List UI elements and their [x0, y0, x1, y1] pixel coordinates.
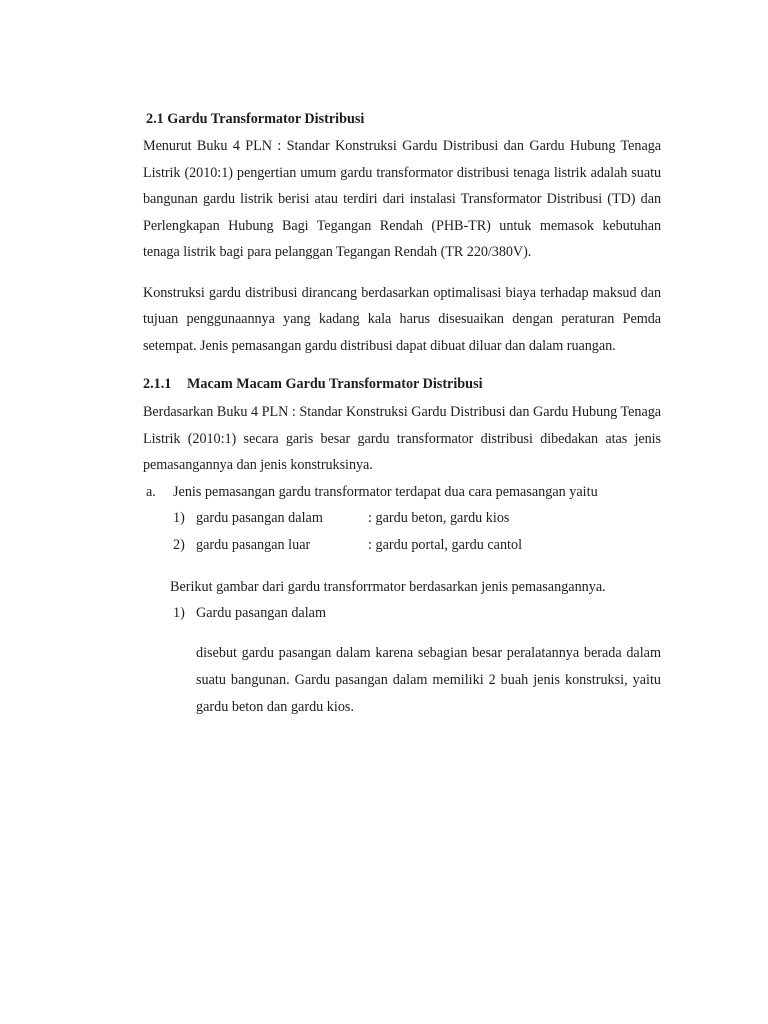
spacer: [143, 266, 661, 280]
subsection-number: 2.1.1: [143, 376, 172, 392]
section-heading: 2.1 Gardu Transformator Distribusi: [146, 111, 365, 127]
list-marker: 2): [173, 536, 185, 553]
list-marker: 1): [173, 604, 185, 621]
section-paragraph-1: Menurut Buku 4 PLN : Standar Konstruksi Gardu Distribusi dan Gardu Hubung Tenaga Listrik (2010:1) pengertian umum gardu transformator distribusi tenaga listrik adalah suatu bangunan gardu listrik berisi atau terdiri dari instalasi Transformator Distribusi (TD) dan Perlengkapan Hubung Bagi Tegangan Rendah (PHB-TR) untuk memasok kebutuhan tenaga listrik bagi para pelanggan Tegangan Rendah (TR 220/380V).: [143, 138, 661, 260]
list-marker: a.: [146, 483, 156, 500]
list-item-value: : gardu portal, gardu cantol: [368, 536, 523, 553]
list-item: [143, 505, 661, 532]
list-item-label: gardu pasangan luar: [196, 536, 311, 553]
spacer: [143, 559, 661, 574]
subsection-paragraph: Berdasarkan Buku 4 PLN : Standar Konstruksi Gardu Distribusi dan Gardu Hubung Tenaga Listrik (2010:1) secara garis besar gardu transformator distribusi dibedakan atas jenis pemasangannya dan jenis konstruksinya.: [143, 404, 661, 473]
spacer: [143, 359, 661, 374]
list-item-a: [146, 479, 661, 505]
list-item-text: Jenis pemasangan gardu transformator terdapat dua cara pemasangan yaitu: [173, 483, 598, 500]
subsection-title: Macam Macam Gardu Transformator Distribusi: [187, 376, 483, 392]
subsection-heading: [143, 374, 661, 394]
list-item-paragraph: disebut gardu pasangan dalam karena sebagian besar peralatannya berada dalam suatu bangunan. Gardu pasangan dalam memiliki 2 buah jenis konstruksi, yaitu gardu beton dan gardu kios.: [196, 644, 661, 715]
list-item: [143, 532, 661, 559]
document-content: [143, 109, 661, 735]
list-item: [143, 600, 661, 626]
list-marker: 1): [173, 509, 185, 526]
section-paragraph-2: Konstruksi gardu distribusi dirancang berdasarkan optimalisasi biaya terhadap maksud dan tujuan penggunaannya yang kadang kala harus disesuaikan dengan peraturan Pemda setempat. Jenis pemasangan gardu distribusi dapat dibuat diluar dan dalam ruangan.: [143, 284, 661, 354]
list-item-label: gardu pasangan dalam: [196, 509, 323, 526]
list-item-label: Gardu pasangan dalam: [196, 604, 327, 621]
figure-note: Berikut gambar dari gardu transforrmator berdasarkan jenis pemasangannya.: [170, 578, 606, 595]
list-item-value: : gardu beton, gardu kios: [368, 509, 510, 526]
